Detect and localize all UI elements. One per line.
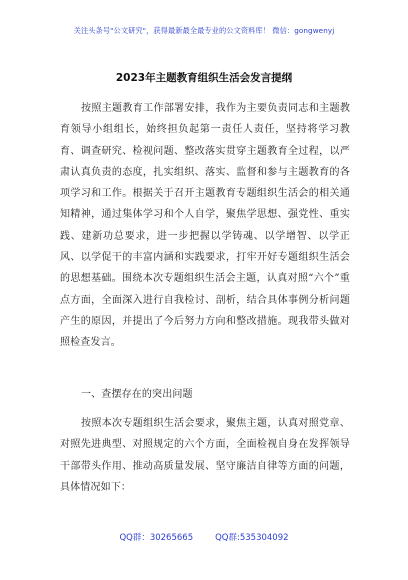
footer-qq-group-2: QQ群:535304092 <box>215 533 289 543</box>
footer-qq-groups <box>0 531 408 543</box>
header-banner: 关注头条号"公文研究"，获得最新最全最专业的公文资料库！ 微信：gongwenyj <box>73 26 335 35</box>
footer-qq-group-1: QQ群：30265665 <box>119 533 194 543</box>
section-heading-1: 一、查摆存在的突出问题 <box>81 389 193 400</box>
document-title: 2023年主题教育组织生活会发言提纲 <box>115 72 293 84</box>
paragraph-section-1: 按照本次专题组织生活会要求，聚焦主题，认真对照党章、对照先进典型、对照规定的六个方面，全面检视自身在发挥领导干部带头作用、推动高质量发展、坚守廉洁自律等方面的问题，具体情况如下： <box>60 418 350 493</box>
paragraph-intro: 按照主题教育工作部署安排，我作为主要负责同志和主题教育领导小组组长，始终担负起第一责任人责任，坚持将学习教育、调查研究、检视问题、整改落实贯穿主题教育全过程，以严肃认真负责的态度，扎实组织、落实、监督和参与主题教育的各项学习和工作。根据关于召开主题教育专题组织生活会的相关通知精神，通过集体学习和个人自学，聚焦学思想、强党性、重实践、建新功总要求，进一步把握以学铸魂、以学增智、以学正风、以学促干的丰富内涵和实践要求，打牢开好专题组织生活会的思想基础。围绕本次专题组织生活会主题，认真对照“六个”重点方面，全面深入进行自我检讨、剖析，结合具体事例分析问题产生的原因，并提出了今后努力方向和整改措施。现我带头做对照检查发言。 <box>60 103 350 349</box>
